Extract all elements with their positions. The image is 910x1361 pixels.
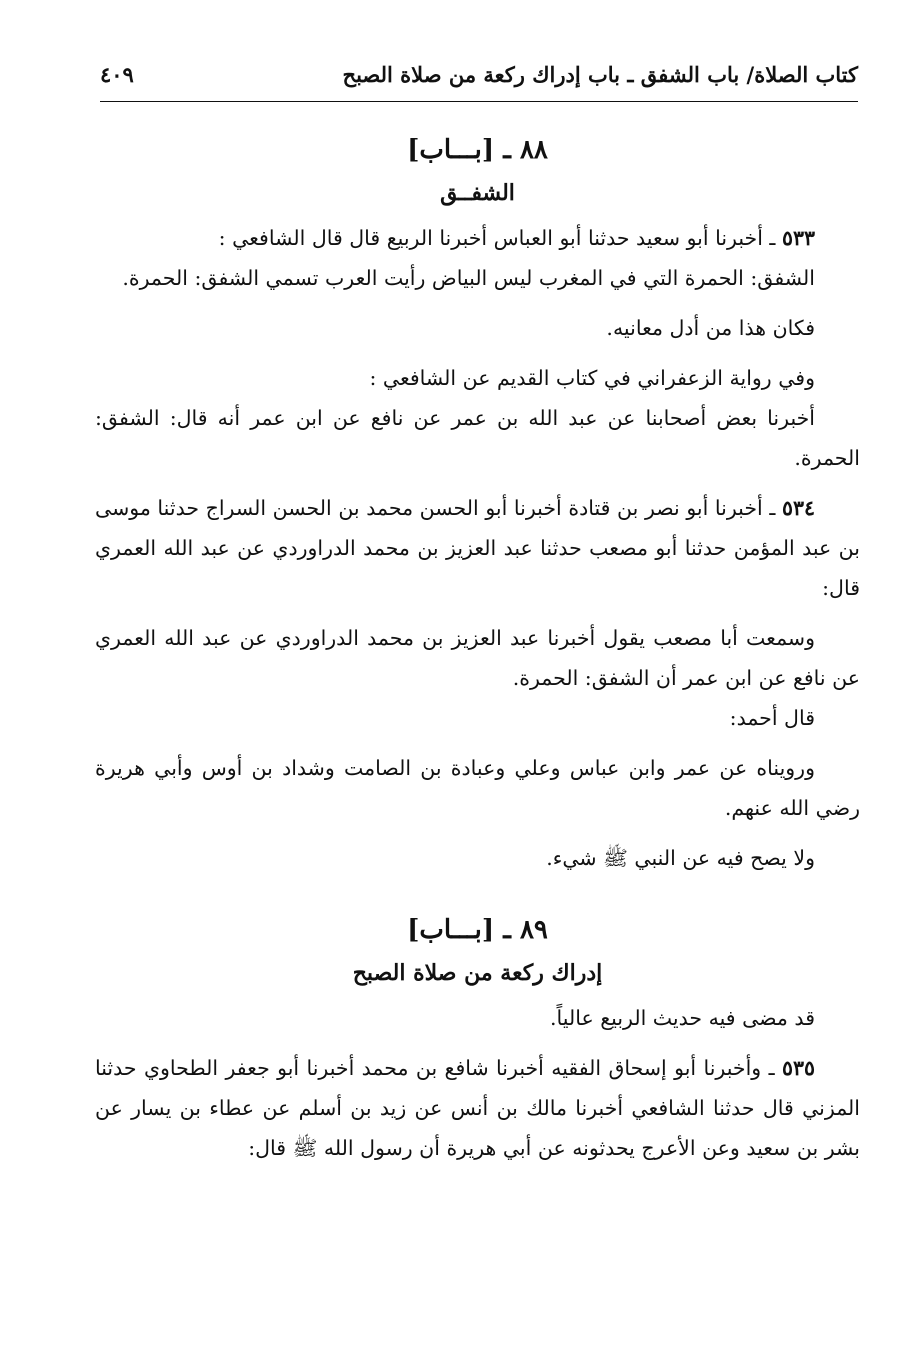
hadith-533-isnad <box>95 218 860 258</box>
hadith-533-paragraph-2: فكان هذا من أدل معانيه. <box>606 316 815 340</box>
hadith-533-text: ـ أخبرنا أبو سعيد حدثنا أبو العباس أخبرنا الربيع قال قال الشافعي : <box>218 226 782 250</box>
hadith-534-paragraph-4: ولا يصح فيه عن النبي ﷺ شيء. <box>546 846 815 870</box>
hadith-535-text: ـ وأخبرنا أبو إسحاق الفقيه أخبرنا شافع بن محمد أخبرنا أبو جعفر الطحاوي حدثنا المزني قال حدثنا الشافعي أخبرنا مالك بن أنس عن زيد بن أسلم عن عطاء بن يسار عن بشر بن سعيد وعن الأعرج يحدثونه عن أبي هريرة أن رسول الله ﷺ قال: <box>95 1056 860 1160</box>
page-body <box>95 122 860 1168</box>
chapter-88-heading: ٨٨ ـ [بـــاب] <box>407 135 548 165</box>
running-header <box>100 58 858 102</box>
hadith-533-number: ٥٣٣ <box>781 226 815 250</box>
hadith-535-number: ٥٣٥ <box>781 1056 815 1080</box>
page-number: ٤٠٩ <box>100 62 134 87</box>
chapter-89-subheading: إدراك ركعة من صلاة الصبح <box>352 960 603 986</box>
hadith-533-paragraph-3: وفي رواية الزعفراني في كتاب القديم عن الشافعي : <box>369 366 815 390</box>
hadith-534-isnad <box>95 488 860 608</box>
hadith-535-isnad <box>95 1048 860 1168</box>
chapter-89-intro: قد مضى فيه حديث الربيع عالياً. <box>550 1006 815 1030</box>
hadith-534-number: ٥٣٤ <box>781 496 815 520</box>
header-rule <box>100 101 858 102</box>
header-title: كتاب الصلاة/ باب الشفق ـ باب إدراك ركعة من صلاة الصبح <box>342 62 858 87</box>
hadith-533-paragraph-1: الشفق: الحمرة التي في المغرب ليس البياض رأيت العرب تسمي الشفق: الحمرة. <box>122 266 815 290</box>
chapter-88-subheading: الشفــق <box>440 180 515 206</box>
hadith-534-paragraph-3: ورويناه عن عمر وابن عباس وعلي وعبادة بن الصامت وشداد بن أوس وأبي هريرة رضي الله عنهم. <box>95 756 860 820</box>
hadith-534-paragraph-1: وسمعت أبا مصعب يقول أخبرنا عبد العزيز بن محمد الدراوردي عن عبد الله العمري عن نافع عن ابن عمر أن الشفق: الحمرة. <box>95 626 860 690</box>
hadith-533-paragraph-4: أخبرنا بعض أصحابنا عن عبد الله بن عمر عن نافع عن ابن عمر أنه قال: الشفق: الحمرة. <box>95 406 860 470</box>
hadith-534-text: ـ أخبرنا أبو نصر بن قتادة أخبرنا أبو الحسن محمد بن الحسن السراج حدثنا موسى بن عبد المؤمن حدثنا أبو مصعب حدثنا عبد العزيز بن محمد الدراوردي عن عبد الله العمري قال: <box>95 496 860 600</box>
hadith-534-paragraph-2: قال أحمد: <box>729 706 815 730</box>
chapter-89-heading: ٨٩ ـ [بـــاب] <box>407 915 548 945</box>
